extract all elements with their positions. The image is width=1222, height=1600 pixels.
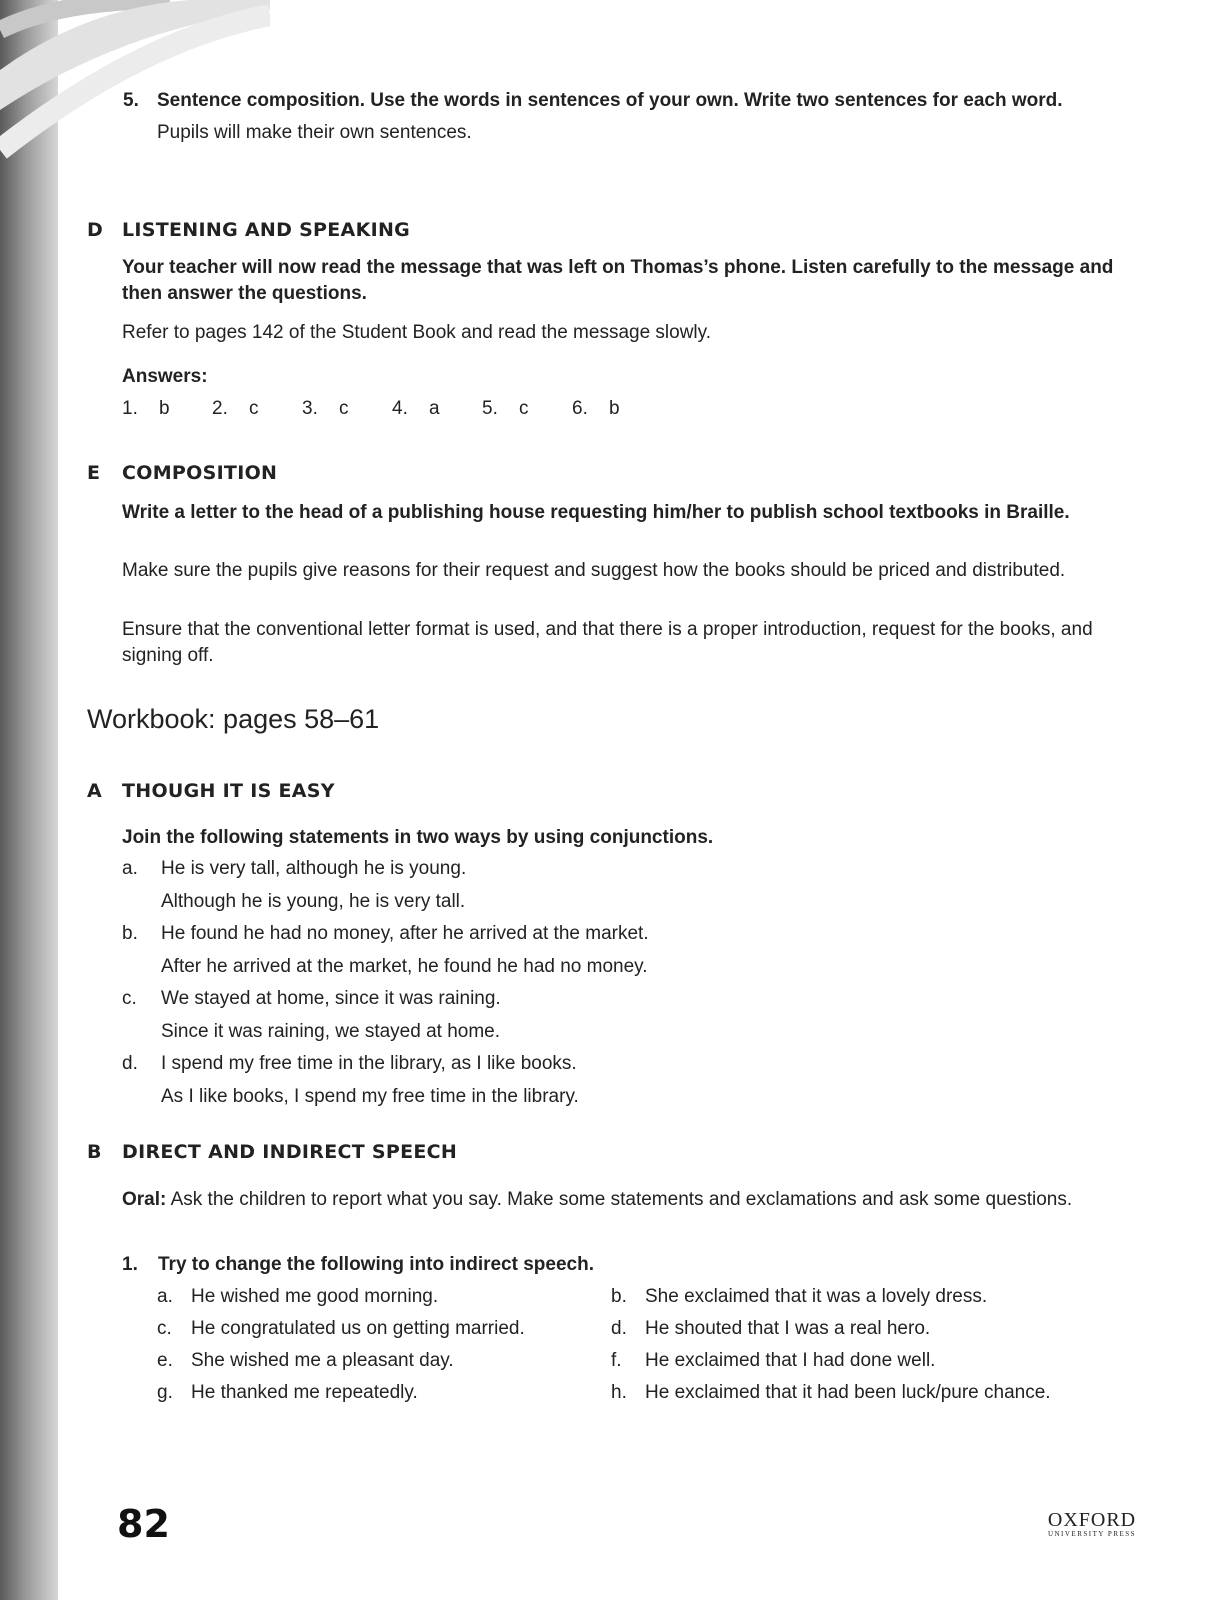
grid-item-text: He exclaimed that it had been luck/pure chance. [645,1382,1051,1403]
grid-item-text: He wished me good morning. [191,1286,439,1307]
answer-2-val: c [249,398,259,419]
list-item-line-1: He is very tall, although he is young. [161,858,467,879]
grid-item-text: He thanked me repeatedly. [191,1382,418,1403]
item-5-title: Sentence composition. Use the words in sentences of your own. Write two sentences for each word. [157,90,1063,111]
answer-5-num: 5. [482,398,498,419]
section-a-instruction: Join the following statements in two ways by using conjunctions. [122,827,714,848]
grid-item-text: He shouted that I was a real hero. [645,1318,931,1339]
answer-4-val: a [429,398,440,419]
grid-item-label: b. [611,1286,627,1307]
section-b-oral [122,1187,1117,1213]
grid-item-label: d. [611,1318,627,1339]
grid-item-text: He exclaimed that I had done well. [645,1350,936,1371]
list-item-line-2: Since it was raining, we stayed at home. [161,1021,501,1042]
grid-item-label: e. [157,1350,173,1371]
list-item-line-2: Although he is young, he is very tall. [161,891,466,912]
list-item-line-1: I spend my free time in the library, as I like books. [161,1053,577,1074]
section-d-instruction: Your teacher will now read the message that was left on Thomas’s phone. Listen carefully to the message and then answer the questions. [122,257,1114,304]
grid-item-text: She exclaimed that it was a lovely dress. [645,1286,988,1307]
section-e-note-1: Make sure the pupils give reasons for their request and suggest how the books should be priced and distributed. [122,560,1066,581]
section-d-letter: D [87,219,103,241]
list-item-line-2: As I like books, I spend my free time in the library. [161,1086,579,1107]
answer-5-val: c [519,398,529,419]
list-item-label: a. [122,858,138,879]
answers-label: Answers: [122,366,208,387]
grid-item-label: f. [611,1350,622,1371]
answer-6-num: 6. [572,398,588,419]
list-item-line-2: After he arrived at the market, he found he had no money. [161,956,648,977]
list-item-line-1: We stayed at home, since it was raining. [161,988,501,1009]
publisher-subname: UNIVERSITY PRESS [1047,1530,1137,1538]
answer-4-num: 4. [392,398,408,419]
section-e-title: COMPOSITION [122,462,278,484]
list-item-line-1: He found he had no money, after he arrived at the market. [161,923,649,944]
question-1-number: 1. [122,1254,138,1275]
grid-item-text: She wished me a pleasant day. [191,1350,454,1371]
oral-text: Ask the children to report what you say. Make some statements and exclamations and ask some questions. [170,1189,1073,1210]
page-number: 82 [117,1502,170,1546]
section-e-instruction: Write a letter to the head of a publishing house requesting him/her to publish school textbooks in Braille. [122,502,1070,523]
answer-1-val: b [159,398,170,419]
item-5 [123,88,1113,146]
section-b-question-1 [122,1252,1117,1278]
oral-label: Oral: [122,1189,167,1210]
section-d-title: LISTENING AND SPEAKING [122,219,411,241]
item-5-number: 5. [123,90,139,111]
list-item-label: d. [122,1053,138,1074]
workbook-heading: Workbook: pages 58–61 [87,704,380,734]
section-e-letter: E [87,462,100,484]
section-a-letter: A [87,780,102,802]
publisher-name: OXFORD [1047,1509,1137,1531]
question-1-title: Try to change the following into indirect speech. [158,1254,594,1275]
grid-item-label: g. [157,1382,173,1403]
answer-1-num: 1. [122,398,138,419]
grid-item-label: a. [157,1286,173,1307]
answer-6-val: b [609,398,620,419]
answer-3-val: c [339,398,349,419]
publisher-logo [1044,1510,1140,1538]
item-5-note: Pupils will make their own sentences. [157,122,472,143]
section-b-letter: B [87,1141,102,1163]
section-b-title: DIRECT AND INDIRECT SPEECH [122,1141,458,1163]
grid-item-text: He congratulated us on getting married. [191,1318,525,1339]
grid-item-label: c. [157,1318,172,1339]
section-e-note-2: Ensure that the conventional letter format is used, and that there is a proper introduction, request for the books, and signing off. [122,619,1093,666]
list-item-label: b. [122,923,138,944]
list-item-label: c. [122,988,137,1009]
section-a-title: THOUGH IT IS EASY [122,780,335,802]
grid-item-label: h. [611,1382,627,1403]
section-d-note: Refer to pages 142 of the Student Book and read the message slowly. [122,322,712,343]
answer-3-num: 3. [302,398,318,419]
answer-2-num: 2. [212,398,228,419]
